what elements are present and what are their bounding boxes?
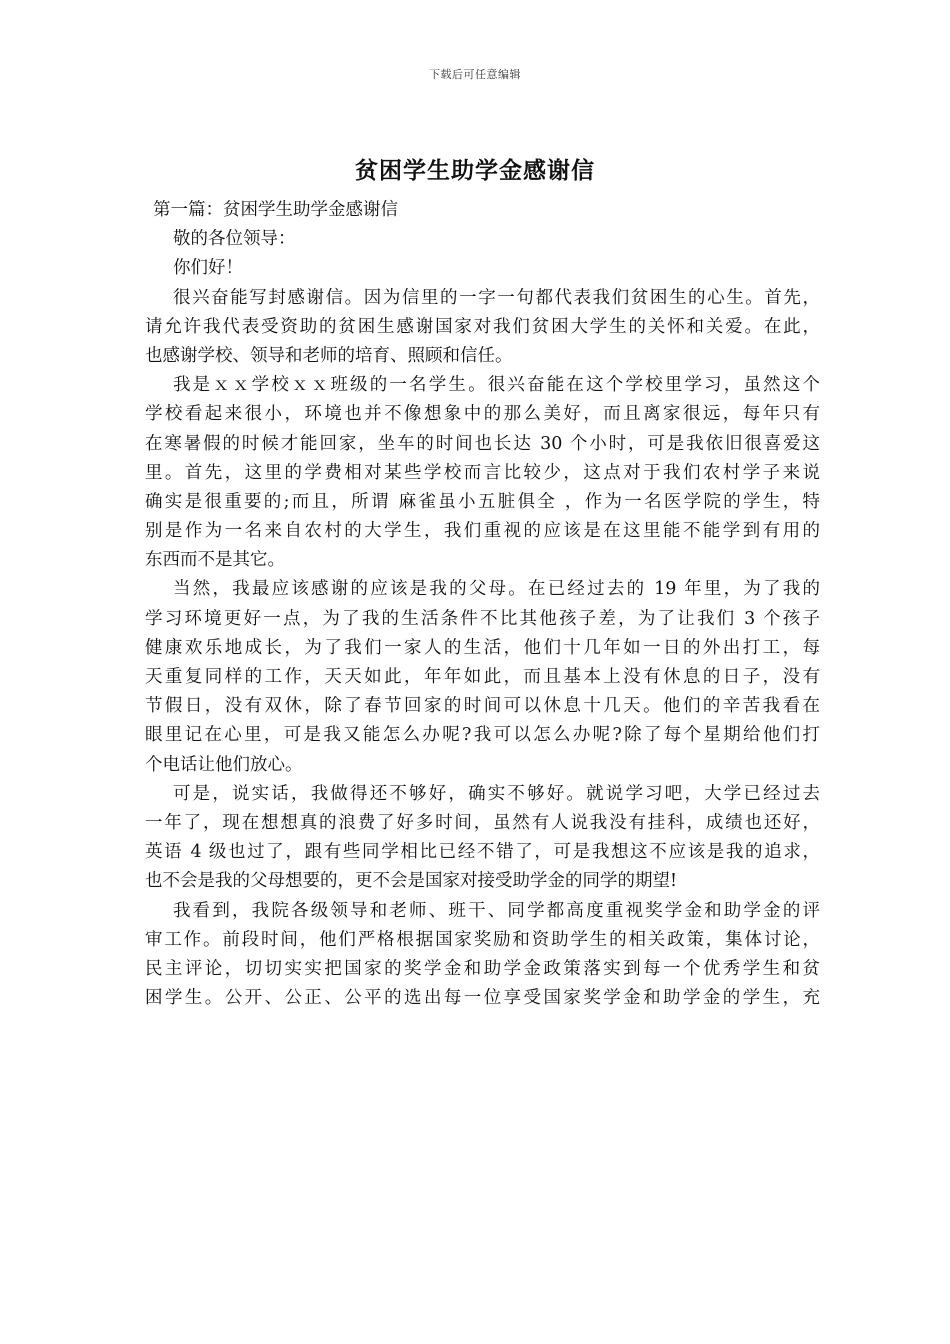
paragraph-line: 可是，说实话，我做得还不够好，确实不够好。就说学习吧，大学已经过去	[173, 783, 820, 804]
paragraph-line: 眼里记在心里，可是我又能怎么办呢?我可以怎么办呢?除了每个星期给他们打	[145, 725, 820, 746]
paragraph	[145, 780, 820, 897]
paragraph-line: 请允许我代表受资助的贫困生感谢国家对我们贫困大学生的关怀和关爱。在此，	[145, 316, 820, 337]
paragraph-line: 我看到，我院各级领导和老师、班干、同学都高度重视奖学金和助学金的评	[173, 900, 820, 921]
paragraph-line: 一年了，现在想想真的浪费了好多时间，虽然有人说我没有挂科，成绩也还好，	[145, 812, 820, 833]
paragraph-line: 学习环境更好一点，为了我的生活条件不比其他孩子差，为了让我们 3 个孩子	[145, 608, 820, 629]
page-title: 贫困学生助学金感谢信	[355, 157, 595, 184]
paragraph-line: 节假日，没有双休，除了春节回家的时间可以休息十几天。他们的辛苦我看在	[145, 696, 820, 717]
greeting: 你们好！	[173, 258, 243, 279]
letter-body	[145, 196, 820, 1013]
paragraph	[145, 575, 820, 779]
paragraph-line: 东西而不是其它。	[145, 550, 285, 571]
paragraph-line: 学校看起来很小，环境也并不像想象中的那么美好，而且离家很远，每年只有	[145, 404, 820, 425]
header-note: 下载后可任意编辑	[429, 68, 521, 81]
paragraph-line: 很兴奋能写封感谢信。因为信里的一字一句都代表我们贫困生的心生。首先，	[173, 287, 820, 308]
paragraph	[145, 371, 820, 575]
paragraph-line: 困学生。公开、公正、公平的选出每一位享受国家奖学金和助学金的学生，充	[145, 988, 820, 1009]
paragraph-line: 里。首先，这里的学费相对某些学校而言比较少，这点对于我们农村学子来说	[145, 462, 820, 483]
paragraph	[145, 284, 820, 372]
section-subtitle: 第一篇：贫困学生助学金感谢信	[153, 200, 398, 220]
paragraph-line: 也感谢学校、领导和老师的培育、照顾和信任。	[145, 345, 513, 366]
paragraph-line: 民主评论，切切实实把国家的奖学金和助学金政策落实到每一个优秀学生和贫	[145, 958, 820, 979]
salutation: 敬的各位领导：	[173, 229, 296, 250]
paragraph-line: 个电话让他们放心。	[145, 754, 303, 775]
paragraph-line: 审工作。前段时间，他们严格根据国家奖励和资助学生的相关政策，集体讨论，	[145, 929, 820, 950]
paragraph-line: 在寒暑假的时候才能回家，坐车的时间也长达 30 个小时，可是我依旧很喜爱这	[145, 433, 820, 454]
paragraph-line: 也不会是我的父母想要的，更不会是国家对接受助学金的同学的期望!	[145, 871, 678, 892]
paragraph-line: 英语 4 级也过了，跟有些同学相比已经不错了，可是我想这不应该是我的追求，	[145, 842, 820, 863]
paragraph	[145, 897, 820, 1014]
paragraph-line: 确实是很重要的;而且，所谓 麻雀虽小五脏俱全 ，作为一名医学院的学生，特	[145, 491, 820, 512]
paragraph-line: 健康欢乐地成长，为了我们一家人的生活，他们十几年如一日的外出打工，每	[145, 637, 820, 658]
paragraph-line: 别是作为一名来自农村的大学生，我们重视的应该是在这里能不能学到有用的	[145, 521, 820, 542]
paragraph-line: 天重复同样的工作，天天如此，年年如此，而且基本上没有休息的日子，没有	[145, 667, 820, 687]
paragraph-line: 我是ｘｘ学校ｘｘ班级的一名学生。很兴奋能在这个学校里学习，虽然这个	[173, 375, 820, 396]
paragraph-line: 当然，我最应该感谢的应该是我的父母。在已经过去的 19 年里，为了我的	[173, 579, 820, 600]
